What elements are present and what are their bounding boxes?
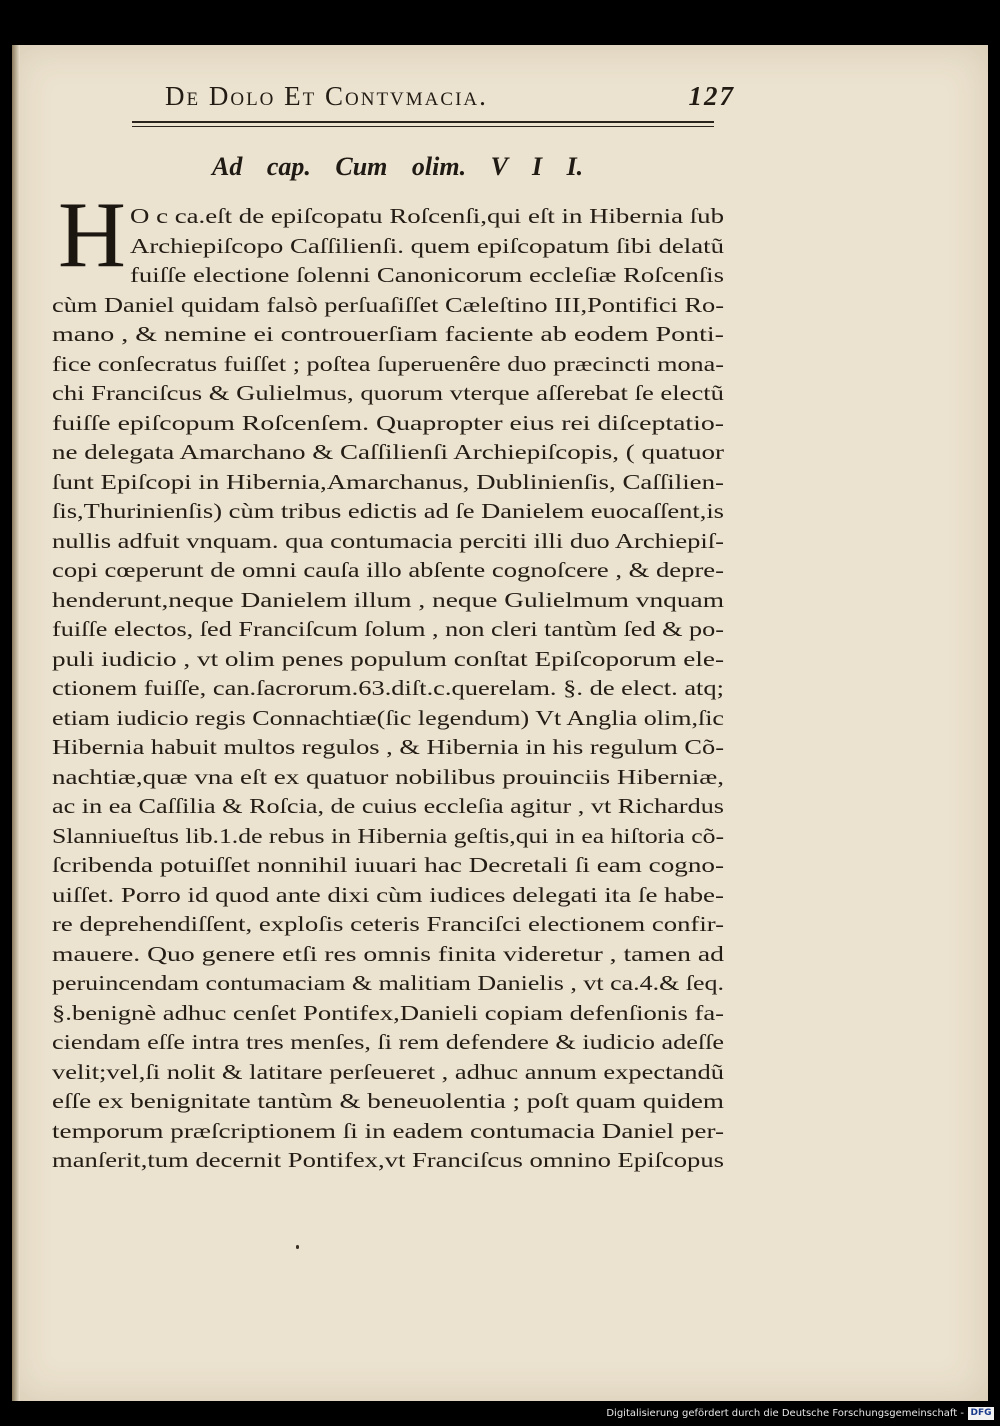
text-line: nachtiæ,quæ vna eſt ex quatuor nobilibus prouinciis Hiberniæ, bbox=[52, 764, 724, 789]
text-line: ne delegata Amarchano & Caſſilienſi Archiepiſcopis, ( quatuor bbox=[52, 440, 724, 464]
text-line: Slanniueſtus lib.1.de rebus in Hibernia geſtis,qui in ea hiſtoria cõ- bbox=[52, 823, 724, 848]
text-line: temporum præſcriptionem ſi in eadem contumacia Daniel per- bbox=[52, 1118, 724, 1143]
text-line: §.benignè adhuc cenſet Pontifex,Danieli copiam defenſionis fa- bbox=[52, 1000, 724, 1025]
header-rule bbox=[132, 121, 714, 123]
text-line: puli iudicio , vt olim penes populum conſtat Epiſcoporum ele- bbox=[52, 646, 724, 671]
text-line: mano , & nemine ei controuerſiam faciente ab eodem Ponti- bbox=[52, 322, 724, 346]
text-line: etiam iudicio regis Connachtiæ(ſic legendum) Vt Anglia olim,ſic bbox=[52, 705, 724, 730]
text-line: fice conſecratus fuiſſet ; poſtea ſuperuenêre duo præcincti mona- bbox=[52, 351, 724, 376]
text-line: fuiſſe electos, ſed Franciſcum ſolum , non cleri tantùm ſed & po- bbox=[52, 617, 724, 641]
text-line: re deprehendiſſent, exploſis ceteris Franciſci electionem confir- bbox=[52, 912, 724, 936]
text-line: ſis,Thurinienſis) cùm tribus edictis ad ſe Danielem euocaſſent,is bbox=[52, 499, 724, 523]
header-rule-thin bbox=[132, 126, 714, 127]
text-line: henderunt,neque Danielem illum , neque Gulielmum vnquam bbox=[52, 587, 724, 612]
text-line: mauere. Quo genere etſi res omnis finita videretur , tamen ad bbox=[52, 941, 724, 966]
text-line: Hibernia habuit multos regulos , & Hibernia in his regulum Cõ- bbox=[52, 735, 724, 759]
text-line: copi cœperunt de omni cauſa illo abſente cognoſcere , & depre- bbox=[52, 558, 724, 582]
text-line: nullis adfuit vnquam. qua contumacia perciti illi duo Archiepiſ- bbox=[52, 528, 724, 553]
body-text bbox=[52, 202, 724, 1176]
dfg-logo: DFG bbox=[968, 1407, 994, 1420]
ink-speck bbox=[296, 1245, 299, 1249]
page-number: 127 bbox=[688, 81, 735, 111]
text-line: Archiepiſcopo Caſſilienſi. quem epiſcopatum ſibi delatũ bbox=[130, 233, 724, 258]
text-line: peruincendam contumaciam & malitiam Danielis , vt ca.4.& ſeq. bbox=[52, 971, 724, 995]
text-line: cùm Daniel quidam falsò perſuaſiſſet Cæleſtino III,Pontifici Ro- bbox=[52, 292, 724, 317]
text-line: ac in ea Caſſilia & Roſcia, de cuius eccleſia agitur , vt Richardus bbox=[52, 794, 724, 818]
text-line: chi Franciſcus & Gulielmus, quorum vterque aſſerebat ſe electũ bbox=[52, 381, 724, 405]
text-line: ſunt Epiſcopi in Hibernia,Amarchanus, Dublinienſis, Caſſilien- bbox=[52, 469, 724, 494]
text-line: fuiſſe epiſcopum Roſcenſem. Quapropter eius rei diſceptatio- bbox=[52, 410, 724, 435]
drop-cap: H bbox=[58, 183, 126, 287]
text-line: eſſe ex benignitate tantùm & beneuolentia ; poſt quam quidem bbox=[52, 1089, 724, 1113]
text-line: fuiſſe electione ſolenni Canonicorum eccleſiæ Roſcenſis bbox=[130, 263, 724, 287]
digitization-note: Digitalisierung gefördert durch die Deutsche Forschungsgemeinschaft - bbox=[606, 1408, 964, 1419]
section-heading: Ad cap. Cum olim. V I I. bbox=[212, 152, 584, 181]
text-line: manſerit,tum decernit Pontifex,vt Franciſcus omnino Epiſcopus bbox=[52, 1148, 724, 1172]
running-head bbox=[165, 81, 735, 113]
page-edge bbox=[12, 45, 20, 1401]
running-title: De Dolo Et Contvmacia. bbox=[165, 81, 488, 111]
text-line: ſcribenda potuiſſet nonnihil iuuari hac Decretali ſi eam cogno- bbox=[52, 853, 724, 877]
text-line: O c ca.eſt de epiſcopatu Roſcenſi,qui eſt in Hibernia ſub bbox=[130, 204, 724, 228]
text-line: uiſſet. Porro id quod ante dixi cùm iudices delegati ita ſe habe- bbox=[52, 882, 724, 907]
text-line: velit;vel,ſi nolit & latitare perſeueret , adhuc annum expectandũ bbox=[52, 1059, 724, 1084]
text-line: ctionem fuiſſe, can.ſacrorum.63.diſt.c.querelam. §. de elect. atq; bbox=[52, 676, 724, 700]
text-line: ciendam eſſe intra tres menſes, ſi rem defendere & iudicio adeſſe bbox=[52, 1030, 724, 1054]
